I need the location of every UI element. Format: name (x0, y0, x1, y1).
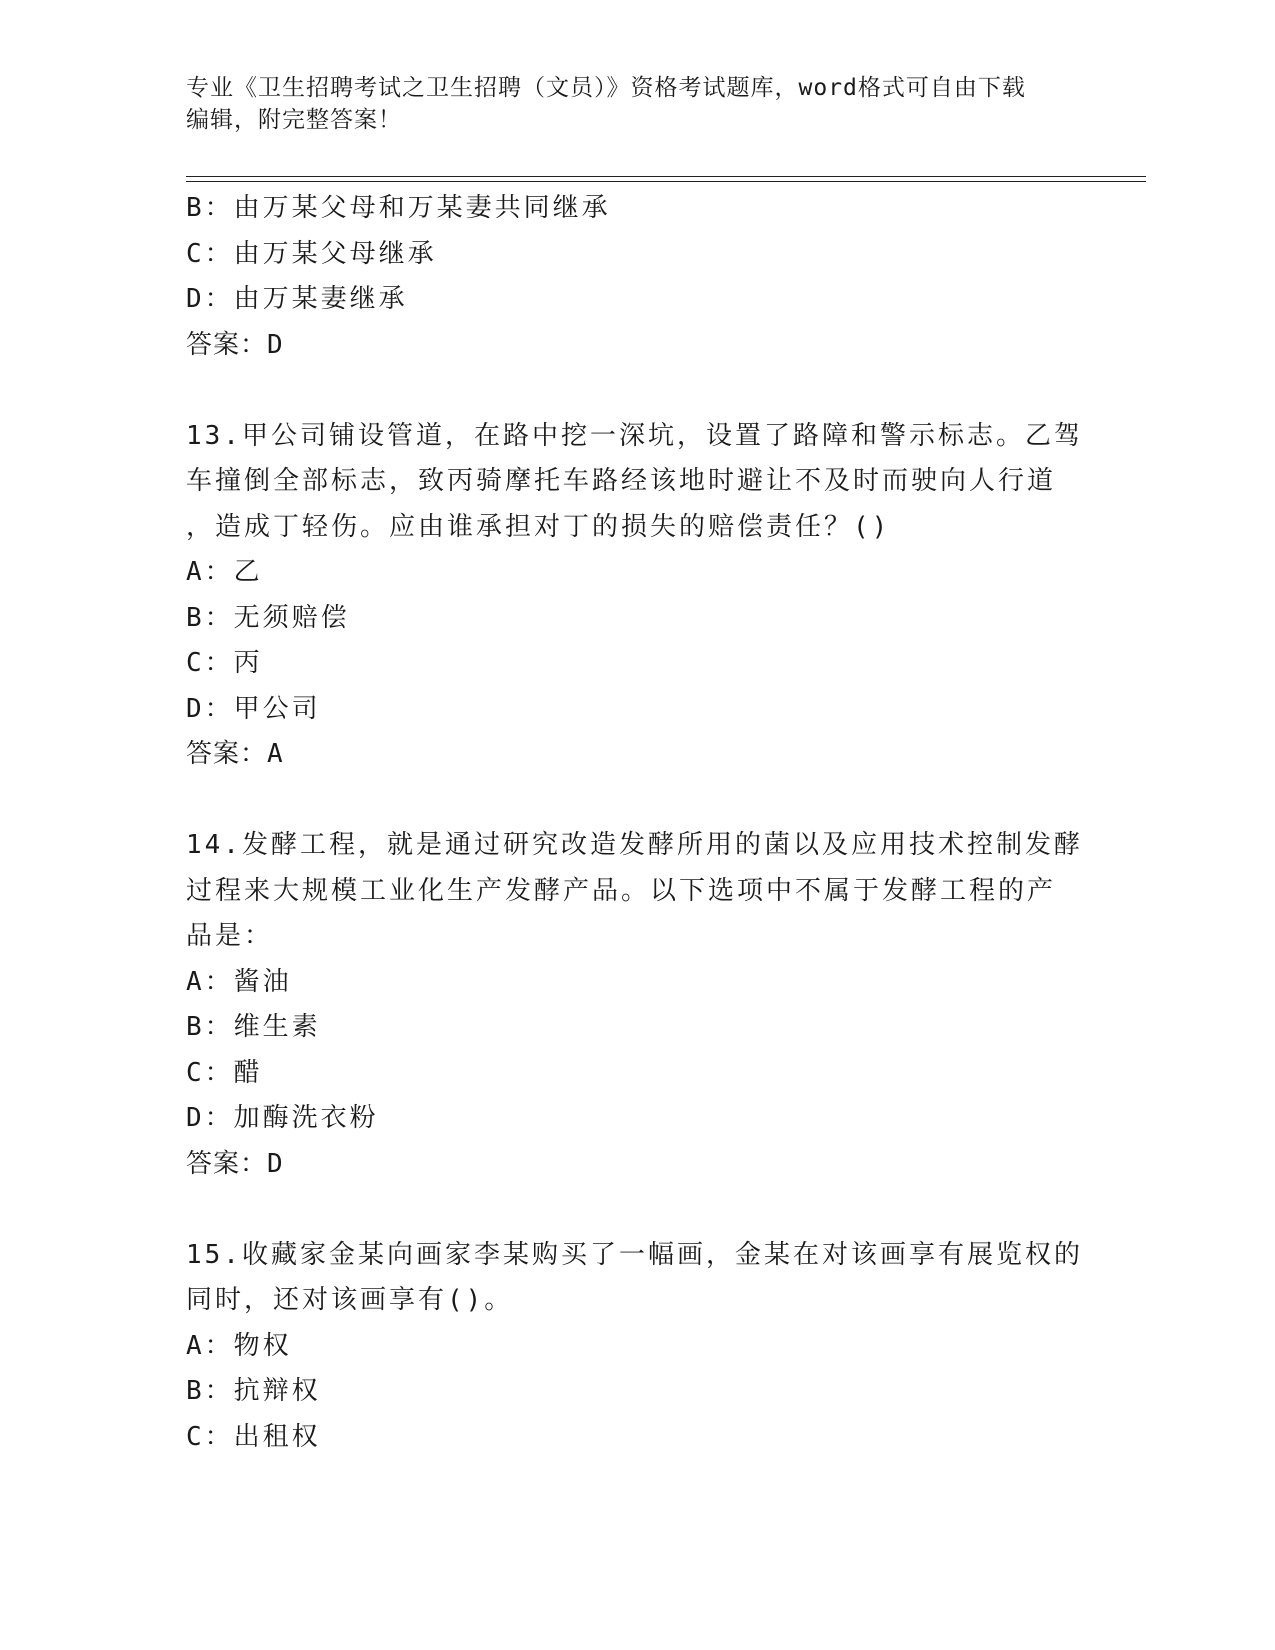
spacer (186, 368, 1086, 414)
option-c: C：丙 (186, 648, 263, 678)
question-text-line: 同时，还对该画享有()。 (186, 1285, 514, 1315)
option-b: B：维生素 (186, 1012, 321, 1042)
header-rule-bottom (186, 181, 1146, 182)
answer: 答案：A (186, 739, 284, 769)
question-14 (186, 823, 1086, 1187)
option-d: D：甲公司 (186, 693, 321, 724)
option-a: A：乙 (186, 557, 263, 587)
option-c: C：由万某父母继承 (186, 238, 437, 269)
question-list (186, 186, 1086, 1460)
option-a: A：酱油 (186, 966, 292, 997)
option-b: B：抗辩权 (186, 1376, 321, 1406)
option-c: C：醋 (186, 1057, 263, 1088)
question-text-line: 品是： (186, 921, 274, 951)
question-13 (186, 414, 1086, 778)
spacer (186, 778, 1086, 824)
question-text-line: 车撞倒全部标志，致丙骑摩托车路经该地时避让不及时而驶向人行道 (186, 466, 1057, 496)
option-c: C：出租权 (186, 1421, 321, 1452)
option-d: D：由万某妻继承 (186, 284, 408, 314)
header-line-2: 编辑，附完整答案！ (186, 107, 402, 133)
answer: 答案：D (186, 1148, 284, 1179)
option-b: B：由万某父母和万某妻共同继承 (186, 193, 611, 223)
option-a: A：物权 (186, 1330, 292, 1361)
answer: 答案：D (186, 329, 284, 360)
question-12-tail (186, 186, 1086, 368)
spacer (186, 1187, 1086, 1233)
question-text-line: ，造成丁轻伤。应由谁承担对丁的损失的赔偿责任？() (186, 511, 891, 542)
question-text-line: 15.收藏家金某向画家李某购买了一幅画，金某在对该画享有展览权的 (186, 1239, 1083, 1270)
question-text-line: 13.甲公司铺设管道，在路中挖一深坑，设置了路障和警示标志。乙驾 (186, 420, 1083, 451)
header-rule-top (186, 176, 1146, 177)
question-text-line: 过程来大规模工业化生产发酵产品。以下选项中不属于发酵工程的产 (186, 875, 1057, 906)
option-b: B：无须赔偿 (186, 602, 350, 633)
question-text-line: 14.发酵工程，就是通过研究改造发酵所用的菌以及应用技术控制发酵 (186, 830, 1083, 860)
option-d: D：加酶洗衣粉 (186, 1103, 379, 1133)
question-15 (186, 1233, 1086, 1461)
header-line-1: 专业《卫生招聘考试之卫生招聘（文员）》资格考试题库，word格式可自由下载 (186, 75, 1026, 101)
document-header (186, 72, 1066, 136)
